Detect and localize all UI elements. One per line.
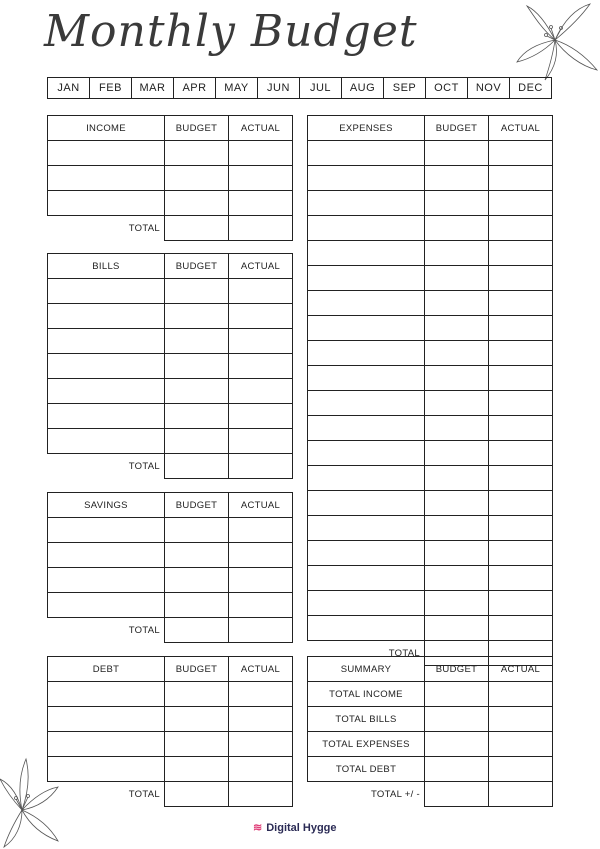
bills-actual-cell[interactable] xyxy=(229,279,293,304)
bills-actual-cell[interactable] xyxy=(229,304,293,329)
bills-actual-cell[interactable] xyxy=(229,404,293,429)
expenses-item-cell[interactable] xyxy=(308,391,425,416)
savings-item-cell[interactable] xyxy=(48,568,165,593)
expenses-header: EXPENSES xyxy=(308,116,425,141)
summary-total-debt-label: TOTAL DEBT xyxy=(308,757,425,782)
bills-budget-cell[interactable] xyxy=(165,429,229,454)
debt-budget-cell[interactable] xyxy=(165,682,229,707)
expenses-actual-cell[interactable] xyxy=(489,141,553,166)
bills-item-cell[interactable] xyxy=(48,354,165,379)
debt-budget-cell[interactable] xyxy=(165,757,229,782)
month-nov[interactable]: NOV xyxy=(468,78,510,99)
expenses-item-cell[interactable] xyxy=(308,216,425,241)
debt-budget-cell[interactable] xyxy=(165,707,229,732)
month-dec[interactable]: DEC xyxy=(510,78,552,99)
month-may[interactable]: MAY xyxy=(216,78,258,99)
brand-wave-icon: ≋ xyxy=(253,822,263,834)
page-title: Monthly Budget xyxy=(44,6,418,57)
expenses-actual-cell[interactable] xyxy=(489,191,553,216)
savings-total-label: TOTAL xyxy=(48,618,165,643)
summary-table xyxy=(307,656,553,807)
expenses-item-cell[interactable] xyxy=(308,466,425,491)
expenses-budget-cell[interactable] xyxy=(425,516,489,541)
bills-total-label: TOTAL xyxy=(48,454,165,479)
expenses-actual-cell[interactable] xyxy=(489,591,553,616)
bills-budget-header: BUDGET xyxy=(165,254,229,279)
income-budget-cell[interactable] xyxy=(165,166,229,191)
summary-total-income-label: TOTAL INCOME xyxy=(308,682,425,707)
summary-budget-cell[interactable] xyxy=(425,732,489,757)
summary-budget-cell[interactable] xyxy=(425,757,489,782)
expenses-budget-cell[interactable] xyxy=(425,566,489,591)
bills-actual-cell[interactable] xyxy=(229,354,293,379)
savings-item-cell[interactable] xyxy=(48,518,165,543)
expenses-actual-cell[interactable] xyxy=(489,466,553,491)
income-actual-cell[interactable] xyxy=(229,166,293,191)
summary-budget-cell[interactable] xyxy=(425,682,489,707)
bills-budget-cell[interactable] xyxy=(165,304,229,329)
savings-header: SAVINGS xyxy=(48,493,165,518)
expenses-item-cell[interactable] xyxy=(308,241,425,266)
brand-logo xyxy=(253,821,337,834)
income-budget-header: BUDGET xyxy=(165,116,229,141)
expenses-item-cell[interactable] xyxy=(308,416,425,441)
savings-actual-cell[interactable] xyxy=(229,543,293,568)
bills-budget-cell[interactable] xyxy=(165,279,229,304)
summary-actual-cell[interactable] xyxy=(489,732,553,757)
savings-budget-cell[interactable] xyxy=(165,568,229,593)
income-actual-header: ACTUAL xyxy=(229,116,293,141)
income-actual-cell[interactable] xyxy=(229,141,293,166)
summary-actual-cell[interactable] xyxy=(489,707,553,732)
flower-top-right-icon xyxy=(505,0,600,82)
expenses-item-cell[interactable] xyxy=(308,441,425,466)
expenses-item-cell[interactable] xyxy=(308,266,425,291)
expenses-actual-cell[interactable] xyxy=(489,291,553,316)
income-item-cell[interactable] xyxy=(48,191,165,216)
summary-header: SUMMARY xyxy=(308,657,425,682)
income-total-budget-cell[interactable] xyxy=(165,216,229,241)
bills-item-cell[interactable] xyxy=(48,279,165,304)
bills-actual-cell[interactable] xyxy=(229,329,293,354)
savings-budget-cell[interactable] xyxy=(165,518,229,543)
savings-actual-cell[interactable] xyxy=(229,568,293,593)
summary-net-actual-cell[interactable] xyxy=(489,782,553,807)
bills-budget-cell[interactable] xyxy=(165,379,229,404)
bills-budget-cell[interactable] xyxy=(165,404,229,429)
bills-total-actual-cell[interactable] xyxy=(229,454,293,479)
bills-actual-cell[interactable] xyxy=(229,379,293,404)
savings-budget-header: BUDGET xyxy=(165,493,229,518)
expenses-budget-cell[interactable] xyxy=(425,491,489,516)
month-oct[interactable]: OCT xyxy=(426,78,468,99)
income-total-label: TOTAL xyxy=(48,216,165,241)
expenses-actual-cell[interactable] xyxy=(489,566,553,591)
expenses-table xyxy=(307,115,553,666)
expenses-actual-cell[interactable] xyxy=(489,266,553,291)
savings-total-actual-cell[interactable] xyxy=(229,618,293,643)
expenses-budget-cell[interactable] xyxy=(425,216,489,241)
debt-total-budget-cell[interactable] xyxy=(165,782,229,807)
expenses-budget-cell[interactable] xyxy=(425,291,489,316)
expenses-item-cell[interactable] xyxy=(308,491,425,516)
expenses-item-cell[interactable] xyxy=(308,366,425,391)
expenses-budget-cell[interactable] xyxy=(425,616,489,641)
debt-actual-cell[interactable] xyxy=(229,707,293,732)
expenses-total-label: TOTAL xyxy=(308,641,425,666)
savings-actual-cell[interactable] xyxy=(229,518,293,543)
expenses-budget-cell[interactable] xyxy=(425,341,489,366)
bills-budget-cell[interactable] xyxy=(165,329,229,354)
expenses-actual-cell[interactable] xyxy=(489,366,553,391)
month-jun[interactable]: JUN xyxy=(258,78,300,99)
expenses-item-cell[interactable] xyxy=(308,566,425,591)
savings-budget-cell[interactable] xyxy=(165,543,229,568)
expenses-actual-cell[interactable] xyxy=(489,316,553,341)
expenses-budget-cell[interactable] xyxy=(425,191,489,216)
debt-item-cell[interactable] xyxy=(48,757,165,782)
expenses-item-cell[interactable] xyxy=(308,316,425,341)
expenses-actual-cell[interactable] xyxy=(489,616,553,641)
expenses-budget-cell[interactable] xyxy=(425,316,489,341)
bills-total-budget-cell[interactable] xyxy=(165,454,229,479)
bills-item-cell[interactable] xyxy=(48,304,165,329)
expenses-item-cell[interactable] xyxy=(308,541,425,566)
expenses-actual-cell[interactable] xyxy=(489,516,553,541)
expenses-item-cell[interactable] xyxy=(308,291,425,316)
summary-total-expenses-label: TOTAL EXPENSES xyxy=(308,732,425,757)
expenses-actual-cell[interactable] xyxy=(489,391,553,416)
month-apr[interactable]: APR xyxy=(174,78,216,99)
savings-total-budget-cell[interactable] xyxy=(165,618,229,643)
expenses-budget-cell[interactable] xyxy=(425,441,489,466)
expenses-budget-header: BUDGET xyxy=(425,116,489,141)
expenses-item-cell[interactable] xyxy=(308,616,425,641)
expenses-actual-cell[interactable] xyxy=(489,416,553,441)
bills-item-cell[interactable] xyxy=(48,329,165,354)
savings-actual-header: ACTUAL xyxy=(229,493,293,518)
debt-item-cell[interactable] xyxy=(48,732,165,757)
income-header: INCOME xyxy=(48,116,165,141)
month-selector xyxy=(47,77,552,99)
month-mar[interactable]: MAR xyxy=(132,78,174,99)
income-item-cell[interactable] xyxy=(48,141,165,166)
expenses-actual-cell[interactable] xyxy=(489,541,553,566)
expenses-budget-cell[interactable] xyxy=(425,366,489,391)
savings-item-cell[interactable] xyxy=(48,543,165,568)
bills-item-cell[interactable] xyxy=(48,429,165,454)
month-jan[interactable]: JAN xyxy=(48,78,90,99)
savings-actual-cell[interactable] xyxy=(229,593,293,618)
expenses-budget-cell[interactable] xyxy=(425,241,489,266)
income-table xyxy=(47,115,293,241)
bills-budget-cell[interactable] xyxy=(165,354,229,379)
savings-budget-cell[interactable] xyxy=(165,593,229,618)
expenses-item-cell[interactable] xyxy=(308,166,425,191)
debt-actual-cell[interactable] xyxy=(229,757,293,782)
income-budget-cell[interactable] xyxy=(165,191,229,216)
expenses-budget-cell[interactable] xyxy=(425,466,489,491)
expenses-budget-cell[interactable] xyxy=(425,416,489,441)
summary-net-label: TOTAL +/ - xyxy=(308,782,425,807)
bills-table xyxy=(47,253,293,479)
income-budget-cell[interactable] xyxy=(165,141,229,166)
debt-total-actual-cell[interactable] xyxy=(229,782,293,807)
expenses-actual-header: ACTUAL xyxy=(489,116,553,141)
bills-item-cell[interactable] xyxy=(48,379,165,404)
month-sep[interactable]: SEP xyxy=(384,78,426,99)
expenses-budget-cell[interactable] xyxy=(425,141,489,166)
month-jul[interactable]: JUL xyxy=(300,78,342,99)
summary-net-budget-cell[interactable] xyxy=(425,782,489,807)
expenses-budget-cell[interactable] xyxy=(425,266,489,291)
expenses-item-cell[interactable] xyxy=(308,341,425,366)
expenses-actual-cell[interactable] xyxy=(489,216,553,241)
expenses-item-cell[interactable] xyxy=(308,516,425,541)
debt-item-cell[interactable] xyxy=(48,707,165,732)
bills-actual-header: ACTUAL xyxy=(229,254,293,279)
expenses-actual-cell[interactable] xyxy=(489,341,553,366)
summary-actual-cell[interactable] xyxy=(489,682,553,707)
income-total-actual-cell[interactable] xyxy=(229,216,293,241)
debt-budget-cell[interactable] xyxy=(165,732,229,757)
expenses-budget-cell[interactable] xyxy=(425,541,489,566)
expenses-actual-cell[interactable] xyxy=(489,441,553,466)
debt-budget-header: BUDGET xyxy=(165,657,229,682)
savings-item-cell[interactable] xyxy=(48,593,165,618)
expenses-item-cell[interactable] xyxy=(308,191,425,216)
summary-budget-cell[interactable] xyxy=(425,707,489,732)
summary-budget-header: BUDGET xyxy=(425,657,489,682)
debt-actual-cell[interactable] xyxy=(229,732,293,757)
bills-header: BILLS xyxy=(48,254,165,279)
debt-item-cell[interactable] xyxy=(48,682,165,707)
expenses-budget-cell[interactable] xyxy=(425,166,489,191)
debt-total-label: TOTAL xyxy=(48,782,165,807)
month-aug[interactable]: AUG xyxy=(342,78,384,99)
debt-header: DEBT xyxy=(48,657,165,682)
debt-actual-cell[interactable] xyxy=(229,682,293,707)
income-item-cell[interactable] xyxy=(48,166,165,191)
expenses-item-cell[interactable] xyxy=(308,591,425,616)
income-actual-cell[interactable] xyxy=(229,191,293,216)
summary-actual-header: ACTUAL xyxy=(489,657,553,682)
expenses-budget-cell[interactable] xyxy=(425,591,489,616)
brand-name: Digital Hygge xyxy=(266,821,337,834)
debt-actual-header: ACTUAL xyxy=(229,657,293,682)
expenses-item-cell[interactable] xyxy=(308,141,425,166)
savings-table xyxy=(47,492,293,643)
summary-actual-cell[interactable] xyxy=(489,757,553,782)
expenses-actual-cell[interactable] xyxy=(489,166,553,191)
summary-total-bills-label: TOTAL BILLS xyxy=(308,707,425,732)
expenses-actual-cell[interactable] xyxy=(489,241,553,266)
debt-table xyxy=(47,656,293,807)
bills-item-cell[interactable] xyxy=(48,404,165,429)
month-feb[interactable]: FEB xyxy=(90,78,132,99)
expenses-budget-cell[interactable] xyxy=(425,391,489,416)
bills-actual-cell[interactable] xyxy=(229,429,293,454)
expenses-actual-cell[interactable] xyxy=(489,491,553,516)
